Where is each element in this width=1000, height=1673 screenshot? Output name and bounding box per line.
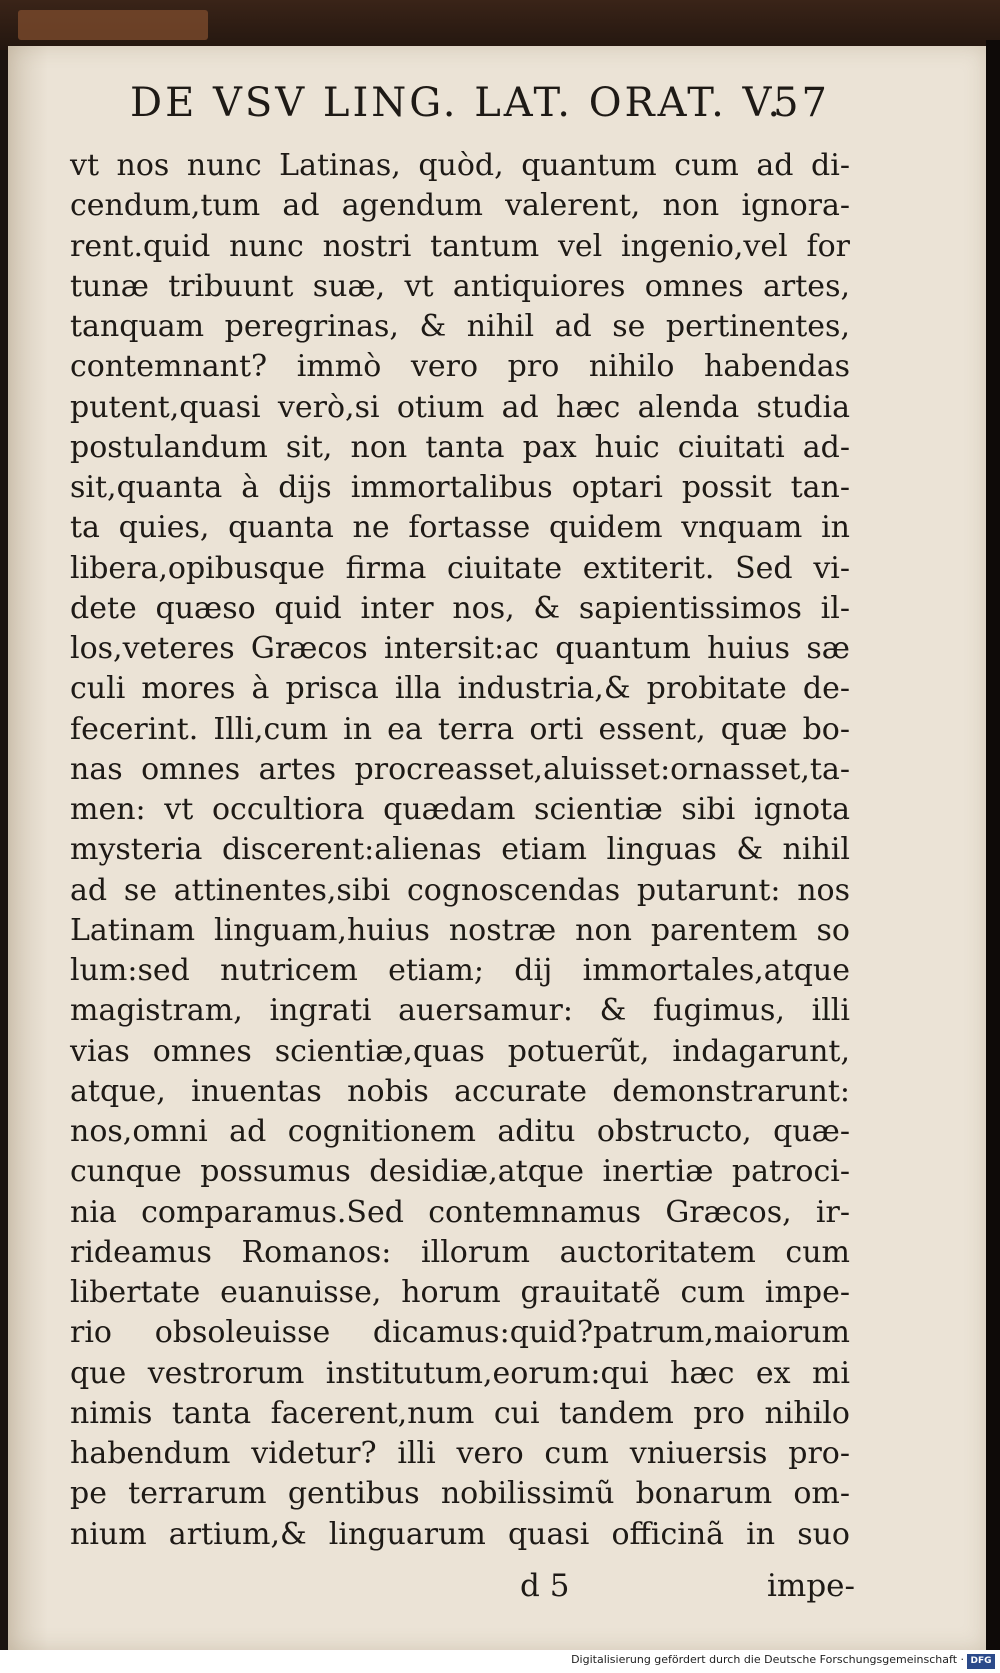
text-line: dete quæso quid inter nos, & sapientissimos il- [70, 590, 850, 626]
text-line: men: vt occultiora quædam scientiæ sibi ignota [70, 792, 850, 827]
catchline [70, 1568, 855, 1612]
text-line: nium artium,& linguarum quasi officinã in suo [70, 1516, 850, 1552]
text-line: fecerint. Illi,cum in ea terra orti essent, quæ bo- [70, 711, 850, 747]
funding-credit: Digitalisierung gefördert durch die Deutsche Forschungsgemeinschaft · [571, 1653, 964, 1666]
text-line: ta quies, quanta ne fortasse quidem vnquam in [70, 510, 850, 546]
text-line: sit,quanta à dijs immortalibus optari possit tan- [70, 470, 850, 505]
text-line: rent.quid nunc nostri tantum vel ingenio,vel for [70, 228, 850, 264]
text-line: vias omnes scientiæ,quas potuerũt, indagarunt, [70, 1033, 850, 1069]
text-line: postulandum sit, non tanta pax huic ciuitati ad- [70, 429, 850, 465]
text-line: pe terrarum gentibus nobilissimũ bonarum om- [70, 1476, 850, 1512]
text-line: vt nos nunc Latinas, quòd, quantum cum ad di- [70, 148, 850, 183]
book-edge-right [986, 40, 1000, 1655]
text-line: rio obsoleuisse dicamus:quid?patrum,maiorum [70, 1315, 850, 1351]
running-head [130, 80, 830, 138]
text-line: lum:sed nutricem etiam; dij immortales,atque [70, 953, 850, 988]
text-line: tunæ tribuunt suæ, vt antiquiores omnes artes, [70, 268, 850, 304]
text-line: nas omnes artes procreasset,aluisset:ornasset,ta- [70, 751, 850, 787]
text-line: cunque possumus desidiæ,atque inertiæ patroci- [70, 1154, 850, 1190]
text-line: ad se attinentes,sibi cognoscendas putarunt: nos [70, 872, 850, 908]
signature-mark: d 5 [520, 1568, 570, 1604]
text-line: nia comparamus.Sed contemnamus Græcos, ir- [70, 1194, 850, 1230]
book-board [18, 10, 208, 40]
running-title: DE VSV LING. LAT. ORAT. V. [130, 80, 784, 126]
text-line: que vestrorum institutum,eorum:qui hæc ex mi [70, 1355, 850, 1391]
text-line: culi mores à prisca illa industria,& probitate de- [70, 671, 850, 707]
text-line: cendum,tum ad agendum valerent, non ignora- [70, 188, 850, 224]
text-line: Latinam linguam,huius nostræ non parentem so [70, 912, 850, 948]
dfg-logo: DFG [967, 1654, 995, 1669]
text-line: mysteria discerent:alienas etiam linguas & nihil [70, 832, 850, 868]
text-line: habendum videtur? illi vero cum vniuersis pro- [70, 1436, 850, 1471]
book-page [8, 46, 986, 1650]
text-line: tanquam peregrinas, & nihil ad se pertinentes, [70, 309, 850, 344]
text-line: contemnant? immò vero pro nihilo habendas [70, 349, 850, 385]
digitization-footer [0, 1650, 1000, 1673]
text-line: putent,quasi verò,si otium ad hæc alenda studia [70, 389, 850, 425]
book-edge-top [0, 0, 1000, 50]
text-line: nos,omni ad cognitionem aditu obstructo, quæ- [70, 1114, 850, 1149]
text-line: rideamus Romanos: illorum auctoritatem cum [70, 1234, 850, 1270]
body-text [70, 146, 850, 1555]
page-number: 57 [773, 80, 830, 126]
catchword: impe- [767, 1568, 855, 1604]
text-line: magistram, ingrati auersamur: & fugimus, illi [70, 993, 850, 1029]
text-line: los,veteres Græcos intersit:ac quantum huius sæ [70, 631, 850, 666]
text-line: libera,opibusque firma ciuitate extiterit. Sed vi- [70, 550, 850, 586]
text-line: nimis tanta facerent,num cui tandem pro nihilo [70, 1395, 850, 1431]
text-line: atque, inuentas nobis accurate demonstrarunt: [70, 1073, 850, 1109]
text-line: libertate euanuisse, horum grauitatẽ cum impe- [70, 1275, 850, 1310]
